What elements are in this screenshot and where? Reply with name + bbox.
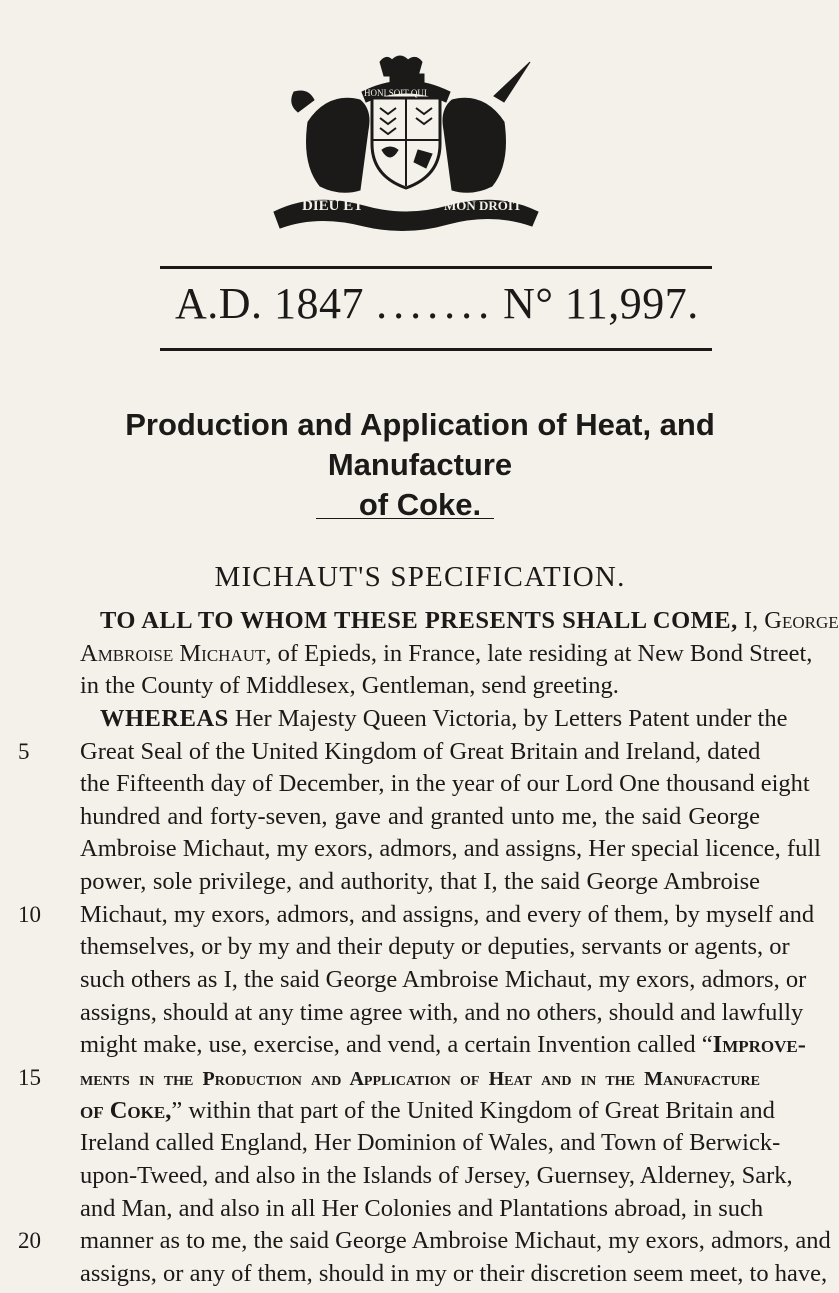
text-line: Ireland called England, Her Dominion of Wales, and Town of Berwick- (80, 1129, 781, 1157)
text-line: the Fifteenth day of December, in the year of our Lord One thousand eight (80, 770, 810, 798)
header-rule-bottom (160, 348, 712, 351)
title-divider (316, 518, 494, 519)
text-line: and Man, and also in all Her Colonies and Plantations abroad, in such (80, 1194, 764, 1222)
text-line: hundred and forty-seven, gave and granted unto me, the said George (80, 802, 760, 830)
text-line: TO ALL TO WHOM THESE PRESENTS SHALL COME, I, George (100, 607, 839, 634)
text-line: Ambroise Michaut, of Epieds, in France, late residing at New Bond Street, (80, 639, 813, 667)
crest-motto-right: MON DROIT (444, 198, 522, 213)
text-line: of Coke,” within that part of the United Kingdom of Great Britain and (80, 1096, 775, 1124)
specification-heading: MICHAUT'S SPECIFICATION. (214, 561, 626, 593)
header-rule-top (160, 266, 712, 269)
leader-dots: ....... (376, 279, 496, 328)
line-number: 10 (18, 901, 41, 927)
text-line: power, sole privilege, and authority, that I, the said George Ambroise (80, 868, 760, 896)
line-number: 15 (18, 1064, 41, 1090)
text-line: 10 Michaut, my exors, admors, and assigns, and every of them, by myself and (80, 899, 760, 932)
specification-body (18, 605, 839, 1290)
text-line: Ambroise Michaut, my exors, admors, and assigns, Her special licence, full (80, 835, 821, 863)
text-line: themselves, or by my and their deputy or deputies, servants or agents, or (80, 933, 790, 961)
text-line: upon-Tweed, and also in the Islands of Jersey, Guernsey, Alderney, Sark, (80, 1161, 793, 1189)
line-number: 5 (18, 738, 30, 764)
patent-number-line (175, 278, 715, 329)
text-line: such others as I, the said George Ambroise Michaut, my exors, admors, or (80, 966, 807, 994)
text-line: might make, use, exercise, and vend, a certain Invention called “Improve- (80, 1031, 806, 1059)
text-line: WHEREAS Her Majesty Queen Victoria, by Letters Patent under the (100, 704, 788, 732)
crest-garter-text: HONI SOIT QUI (364, 88, 427, 98)
text-line: assigns, or any of them, should in my or their discretion seem meet, to have, (80, 1259, 828, 1287)
title-line-2: of Coke. (358, 487, 482, 522)
text-line: 20 manner as to me, the said George Ambroise Michaut, my exors, admors, and (80, 1225, 760, 1258)
patent-year: A.D. 1847 (175, 279, 365, 328)
patent-number: N° 11,997. (503, 279, 699, 328)
text-line: 15 ments in the Production and Application of Heat and in the Manufacture (80, 1062, 760, 1095)
royal-coat-of-arms (268, 52, 544, 230)
text-line: 5 Great Seal of the United Kingdom of Great Britain and Ireland, dated (80, 736, 760, 769)
title-line-1: Production and Application of Heat, and Manufacture (125, 407, 715, 482)
patent-title (80, 405, 760, 525)
text-line: assigns, should at any time agree with, and no others, should and lawfully (80, 998, 804, 1026)
crest-motto-left: DIEU ET (302, 198, 364, 214)
text-line: in the County of Middlesex, Gentleman, send greeting. (80, 672, 619, 700)
line-number: 20 (18, 1228, 41, 1254)
